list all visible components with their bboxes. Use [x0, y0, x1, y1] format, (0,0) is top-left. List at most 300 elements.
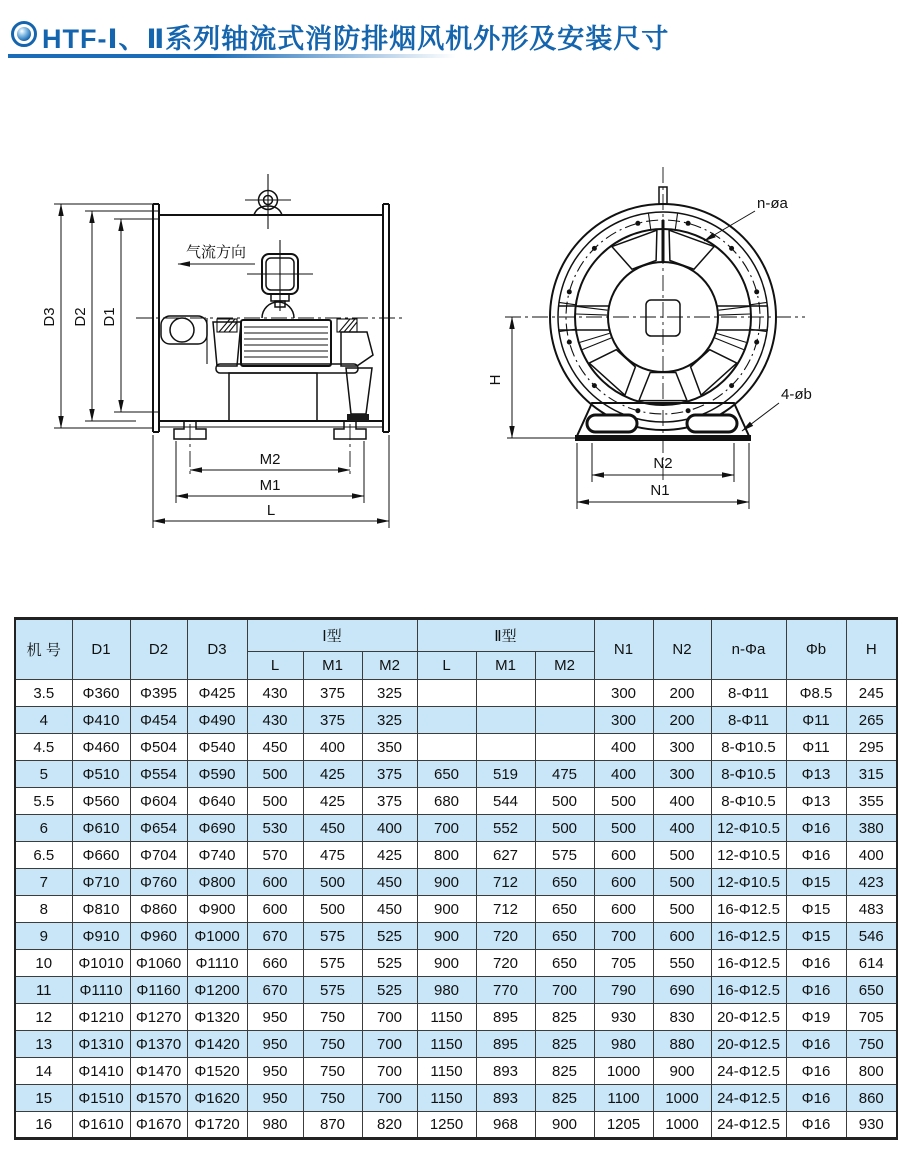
- table-cell: 375: [303, 680, 362, 707]
- table-cell: 575: [535, 842, 594, 869]
- col-header-phi-b: Φb: [786, 619, 846, 680]
- table-cell: 900: [417, 950, 476, 977]
- table-cell: Φ1000: [187, 923, 247, 950]
- dim-label-n1: N1: [650, 482, 670, 499]
- table-cell: 900: [417, 869, 476, 896]
- table-cell: 1000: [594, 1058, 653, 1085]
- table-cell: 700: [417, 815, 476, 842]
- table-cell: Φ16: [786, 1112, 846, 1139]
- table-cell: 500: [247, 788, 303, 815]
- col-header-type1: Ⅰ型: [247, 619, 417, 652]
- table-cell: Φ1320: [187, 1004, 247, 1031]
- table-cell: 519: [476, 761, 535, 788]
- table-cell: Φ1720: [187, 1112, 247, 1139]
- table-cell: Φ1620: [187, 1085, 247, 1112]
- table-cell: Φ540: [187, 734, 247, 761]
- airflow-direction: [178, 244, 255, 264]
- table-row: [15, 896, 897, 923]
- table-cell: 500: [594, 788, 653, 815]
- table-cell: 8-Φ10.5: [711, 761, 786, 788]
- shaft-dome: [262, 302, 294, 318]
- table-cell: 355: [846, 788, 897, 815]
- table-cell: 1150: [417, 1031, 476, 1058]
- table-cell: 15: [15, 1085, 72, 1112]
- table-cell: 680: [417, 788, 476, 815]
- table-cell: 700: [362, 1031, 417, 1058]
- spec-table: [14, 617, 898, 1140]
- table-cell: Φ560: [72, 788, 130, 815]
- table-cell: 16-Φ12.5: [711, 950, 786, 977]
- table-cell: 300: [594, 707, 653, 734]
- table-cell: 16-Φ12.5: [711, 923, 786, 950]
- pedestal: [229, 373, 317, 421]
- table-cell: Φ11: [786, 734, 846, 761]
- table-cell: Φ13: [786, 788, 846, 815]
- table-cell: 500: [535, 815, 594, 842]
- right-hatch: [337, 319, 357, 332]
- table-cell: 525: [362, 950, 417, 977]
- table-cell: [417, 707, 476, 734]
- table-cell: Φ490: [187, 707, 247, 734]
- table-cell: 1000: [653, 1112, 711, 1139]
- table-cell: 500: [653, 869, 711, 896]
- table-cell: Φ16: [786, 842, 846, 869]
- table-cell: 712: [476, 896, 535, 923]
- table-cell: Φ15: [786, 869, 846, 896]
- table-cell: 430: [247, 680, 303, 707]
- table-cell: Φ360: [72, 680, 130, 707]
- table-cell: 900: [417, 923, 476, 950]
- table-cell: Φ1200: [187, 977, 247, 1004]
- table-cell: 450: [362, 869, 417, 896]
- table-cell: 475: [535, 761, 594, 788]
- table-cell: 380: [846, 815, 897, 842]
- table-cell: 893: [476, 1058, 535, 1085]
- table-cell: 600: [247, 896, 303, 923]
- table-cell: 1205: [594, 1112, 653, 1139]
- left-hatch: [217, 319, 237, 332]
- title-bullet-icon: [11, 21, 37, 47]
- table-cell: 500: [535, 788, 594, 815]
- table-cell: 870: [303, 1112, 362, 1139]
- table-cell: 750: [303, 1085, 362, 1112]
- table-cell: 6.5: [15, 842, 72, 869]
- table-cell: 825: [535, 1031, 594, 1058]
- table-cell: 300: [653, 734, 711, 761]
- table-cell: 200: [653, 707, 711, 734]
- table-cell: 375: [303, 707, 362, 734]
- table-cell: 825: [535, 1004, 594, 1031]
- table-cell: 375: [362, 788, 417, 815]
- table-cell: 450: [362, 896, 417, 923]
- table-cell: Φ1160: [130, 977, 187, 1004]
- table-cell: Φ800: [187, 869, 247, 896]
- dim-label-m2: M2: [259, 451, 281, 468]
- table-cell: 9: [15, 923, 72, 950]
- table-cell: Φ19: [786, 1004, 846, 1031]
- table-cell: 425: [303, 761, 362, 788]
- col-header-type1-l: L: [247, 652, 303, 680]
- table-cell: 483: [846, 896, 897, 923]
- spec-table-body: [15, 680, 897, 1139]
- table-cell: 5: [15, 761, 72, 788]
- table-cell: 650: [535, 923, 594, 950]
- table-cell: Φ16: [786, 1085, 846, 1112]
- table-cell: 980: [417, 977, 476, 1004]
- col-header-type1-m1: M1: [303, 652, 362, 680]
- table-cell: Φ13: [786, 761, 846, 788]
- dim-label-d3: D3: [41, 307, 58, 327]
- table-cell: Φ15: [786, 896, 846, 923]
- junction-box: [247, 240, 313, 311]
- table-cell: [476, 707, 535, 734]
- table-row: [15, 1112, 897, 1139]
- table-cell: 13: [15, 1031, 72, 1058]
- table-cell: 930: [594, 1004, 653, 1031]
- table-cell: 24-Φ12.5: [711, 1112, 786, 1139]
- table-cell: 1250: [417, 1112, 476, 1139]
- table-cell: Φ1010: [72, 950, 130, 977]
- table-cell: 400: [846, 842, 897, 869]
- table-cell: [417, 680, 476, 707]
- table-cell: 614: [846, 950, 897, 977]
- table-row: [15, 923, 897, 950]
- side-view-drawing: [41, 174, 404, 528]
- table-cell: 375: [362, 761, 417, 788]
- table-cell: [535, 707, 594, 734]
- table-cell: 570: [247, 842, 303, 869]
- side-vertical-dims: [41, 204, 159, 428]
- table-cell: 575: [303, 923, 362, 950]
- table-cell: 670: [247, 977, 303, 1004]
- table-cell: 720: [476, 950, 535, 977]
- table-cell: 700: [535, 977, 594, 1004]
- table-cell: 500: [653, 896, 711, 923]
- table-cell: 820: [362, 1112, 417, 1139]
- table-row: [15, 950, 897, 977]
- table-cell: [417, 734, 476, 761]
- table-cell: 500: [303, 896, 362, 923]
- col-header-d1: D1: [72, 619, 130, 680]
- table-cell: Φ460: [72, 734, 130, 761]
- table-cell: 1100: [594, 1085, 653, 1112]
- table-cell: 705: [846, 1004, 897, 1031]
- table-cell: Φ8.5: [786, 680, 846, 707]
- base-slot-right: [687, 415, 737, 432]
- table-cell: 900: [535, 1112, 594, 1139]
- table-cell: 8-Φ11: [711, 680, 786, 707]
- table-cell: 315: [846, 761, 897, 788]
- slot-size-label: 4-øb: [781, 386, 812, 403]
- dim-label-d2: D2: [72, 307, 89, 327]
- lifting-eye: [245, 174, 291, 229]
- table-cell: 20-Φ12.5: [711, 1031, 786, 1058]
- table-cell: Φ690: [187, 815, 247, 842]
- table-cell: 650: [535, 869, 594, 896]
- table-cell: 400: [653, 788, 711, 815]
- table-cell: Φ740: [187, 842, 247, 869]
- table-cell: 475: [303, 842, 362, 869]
- table-cell: 425: [362, 842, 417, 869]
- table-cell: [535, 680, 594, 707]
- table-cell: Φ1110: [187, 950, 247, 977]
- table-cell: 14: [15, 1058, 72, 1085]
- table-cell: 500: [653, 842, 711, 869]
- table-cell: 650: [846, 977, 897, 1004]
- col-header-type2-m2: M2: [535, 652, 594, 680]
- table-cell: 930: [846, 1112, 897, 1139]
- table-cell: 750: [303, 1031, 362, 1058]
- table-cell: 16-Φ12.5: [711, 977, 786, 1004]
- table-row: [15, 1085, 897, 1112]
- table-row: [15, 707, 897, 734]
- table-cell: 600: [247, 869, 303, 896]
- table-cell: Φ11: [786, 707, 846, 734]
- table-cell: 750: [846, 1031, 897, 1058]
- table-cell: Φ1060: [130, 950, 187, 977]
- table-cell: 400: [594, 761, 653, 788]
- table-cell: Φ1570: [130, 1085, 187, 1112]
- table-cell: Φ16: [786, 1031, 846, 1058]
- base-slot-left: [587, 415, 637, 432]
- table-cell: 4.5: [15, 734, 72, 761]
- table-cell: [535, 734, 594, 761]
- spec-table-head: [15, 619, 897, 680]
- table-cell: 700: [362, 1058, 417, 1085]
- table-cell: 950: [247, 1058, 303, 1085]
- table-cell: 1000: [653, 1085, 711, 1112]
- dim-label-d1: D1: [101, 307, 118, 327]
- table-cell: 552: [476, 815, 535, 842]
- table-cell: 6: [15, 815, 72, 842]
- table-cell: 325: [362, 707, 417, 734]
- table-cell: 8: [15, 896, 72, 923]
- table-cell: 900: [653, 1058, 711, 1085]
- table-cell: 950: [247, 1031, 303, 1058]
- table-cell: 550: [653, 950, 711, 977]
- table-row: [15, 734, 897, 761]
- table-cell: 5.5: [15, 788, 72, 815]
- table-cell: 660: [247, 950, 303, 977]
- table-cell: Φ16: [786, 1058, 846, 1085]
- table-cell: Φ410: [72, 707, 130, 734]
- table-row: [15, 977, 897, 1004]
- table-cell: 700: [362, 1004, 417, 1031]
- table-cell: 790: [594, 977, 653, 1004]
- table-cell: Φ1610: [72, 1112, 130, 1139]
- dim-label-h: H: [487, 374, 504, 386]
- table-cell: Φ1510: [72, 1085, 130, 1112]
- table-cell: 8-Φ10.5: [711, 788, 786, 815]
- page-title: HTF-Ⅰ、Ⅱ系列轴流式消防排烟风机外形及安装尺寸: [42, 24, 670, 54]
- table-cell: Φ510: [72, 761, 130, 788]
- table-row: [15, 869, 897, 896]
- table-cell: 295: [846, 734, 897, 761]
- table-cell: Φ1310: [72, 1031, 130, 1058]
- col-header-n-phi-a: n-Φa: [711, 619, 786, 680]
- table-cell: 525: [362, 977, 417, 1004]
- col-header-d3: D3: [187, 619, 247, 680]
- table-cell: 200: [653, 680, 711, 707]
- table-cell: Φ1270: [130, 1004, 187, 1031]
- table-cell: 690: [653, 977, 711, 1004]
- table-cell: 500: [247, 761, 303, 788]
- table-cell: Φ1370: [130, 1031, 187, 1058]
- table-cell: Φ16: [786, 977, 846, 1004]
- table-cell: Φ590: [187, 761, 247, 788]
- table-cell: Φ1420: [187, 1031, 247, 1058]
- table-cell: 700: [594, 923, 653, 950]
- table-cell: 575: [303, 977, 362, 1004]
- col-header-n1: N1: [594, 619, 653, 680]
- table-row: [15, 842, 897, 869]
- table-cell: 893: [476, 1085, 535, 1112]
- table-cell: Φ1670: [130, 1112, 187, 1139]
- dim-label-n2: N2: [653, 455, 673, 472]
- mounting-feet: [174, 421, 366, 439]
- dim-label-m1: M1: [259, 477, 281, 494]
- table-cell: 24-Φ12.5: [711, 1058, 786, 1085]
- table-cell: 600: [594, 869, 653, 896]
- dimension-drawing: [0, 150, 910, 560]
- table-cell: 400: [303, 734, 362, 761]
- table-cell: 325: [362, 680, 417, 707]
- support-leg: [346, 368, 372, 414]
- table-cell: 627: [476, 842, 535, 869]
- table-cell: Φ504: [130, 734, 187, 761]
- table-cell: 350: [362, 734, 417, 761]
- table-cell: Φ395: [130, 680, 187, 707]
- table-cell: 900: [417, 896, 476, 923]
- table-cell: 950: [247, 1085, 303, 1112]
- table-cell: 24-Φ12.5: [711, 1085, 786, 1112]
- table-cell: 720: [476, 923, 535, 950]
- col-header-type2-m1: M1: [476, 652, 535, 680]
- table-cell: 968: [476, 1112, 535, 1139]
- table-cell: 980: [594, 1031, 653, 1058]
- table-cell: Φ710: [72, 869, 130, 896]
- table-cell: 650: [417, 761, 476, 788]
- table-cell: 7: [15, 869, 72, 896]
- table-cell: 500: [303, 869, 362, 896]
- table-cell: 1150: [417, 1004, 476, 1031]
- table-row: [15, 680, 897, 707]
- table-cell: 3.5: [15, 680, 72, 707]
- table-cell: Φ15: [786, 923, 846, 950]
- table-cell: Φ425: [187, 680, 247, 707]
- table-cell: 10: [15, 950, 72, 977]
- motor-fins: [244, 327, 328, 357]
- table-cell: Φ454: [130, 707, 187, 734]
- table-cell: 11: [15, 977, 72, 1004]
- table-cell: Φ640: [187, 788, 247, 815]
- table-cell: 750: [303, 1058, 362, 1085]
- col-header-d2: D2: [130, 619, 187, 680]
- table-cell: Φ704: [130, 842, 187, 869]
- table-cell: 423: [846, 869, 897, 896]
- page-header: [0, 0, 910, 70]
- table-cell: Φ910: [72, 923, 130, 950]
- table-cell: 880: [653, 1031, 711, 1058]
- table-cell: 600: [653, 923, 711, 950]
- table-row: [15, 788, 897, 815]
- bolt-pattern-label: n-øa: [757, 195, 788, 212]
- table-cell: Φ810: [72, 896, 130, 923]
- table-row: [15, 1004, 897, 1031]
- table-cell: 265: [846, 707, 897, 734]
- col-header-n2: N2: [653, 619, 711, 680]
- col-header-type1-m2: M2: [362, 652, 417, 680]
- table-cell: 825: [535, 1085, 594, 1112]
- table-cell: 300: [594, 680, 653, 707]
- table-cell: 895: [476, 1031, 535, 1058]
- col-header-model: 机 号: [15, 619, 72, 680]
- table-row: [15, 1031, 897, 1058]
- col-header-h: H: [846, 619, 897, 680]
- table-cell: Φ610: [72, 815, 130, 842]
- table-cell: 546: [846, 923, 897, 950]
- motor-assembly: [161, 302, 373, 421]
- table-cell: Φ1520: [187, 1058, 247, 1085]
- table-cell: Φ654: [130, 815, 187, 842]
- table-cell: 750: [303, 1004, 362, 1031]
- table-row: [15, 815, 897, 842]
- table-cell: 450: [247, 734, 303, 761]
- table-cell: 530: [247, 815, 303, 842]
- table-cell: Φ604: [130, 788, 187, 815]
- table-cell: Φ16: [786, 815, 846, 842]
- table-cell: 525: [362, 923, 417, 950]
- col-header-type2: Ⅱ型: [417, 619, 594, 652]
- table-cell: 20-Φ12.5: [711, 1004, 786, 1031]
- table-cell: 830: [653, 1004, 711, 1031]
- table-cell: [476, 680, 535, 707]
- table-cell: 670: [247, 923, 303, 950]
- table-cell: 895: [476, 1004, 535, 1031]
- table-cell: 245: [846, 680, 897, 707]
- table-cell: 1150: [417, 1058, 476, 1085]
- table-cell: Φ860: [130, 896, 187, 923]
- table-cell: Φ960: [130, 923, 187, 950]
- table-cell: 400: [594, 734, 653, 761]
- col-header-type2-l: L: [417, 652, 476, 680]
- table-cell: 400: [362, 815, 417, 842]
- table-row: [15, 761, 897, 788]
- table-cell: 1150: [417, 1085, 476, 1112]
- table-cell: 300: [653, 761, 711, 788]
- table-cell: 430: [247, 707, 303, 734]
- title-underline: [8, 54, 456, 58]
- table-cell: Φ900: [187, 896, 247, 923]
- table-cell: 425: [303, 788, 362, 815]
- table-cell: 450: [303, 815, 362, 842]
- front-view-drawing: [487, 167, 812, 509]
- table-cell: Φ16: [786, 950, 846, 977]
- table-cell: 400: [653, 815, 711, 842]
- table-row: [15, 1058, 897, 1085]
- table-cell: 8-Φ11: [711, 707, 786, 734]
- table-cell: 860: [846, 1085, 897, 1112]
- table-cell: 705: [594, 950, 653, 977]
- table-cell: 700: [362, 1085, 417, 1112]
- table-cell: 825: [535, 1058, 594, 1085]
- table-cell: 712: [476, 869, 535, 896]
- table-cell: 600: [594, 896, 653, 923]
- table-cell: 4: [15, 707, 72, 734]
- table-cell: Φ554: [130, 761, 187, 788]
- table-cell: Φ1210: [72, 1004, 130, 1031]
- table-cell: 8-Φ10.5: [711, 734, 786, 761]
